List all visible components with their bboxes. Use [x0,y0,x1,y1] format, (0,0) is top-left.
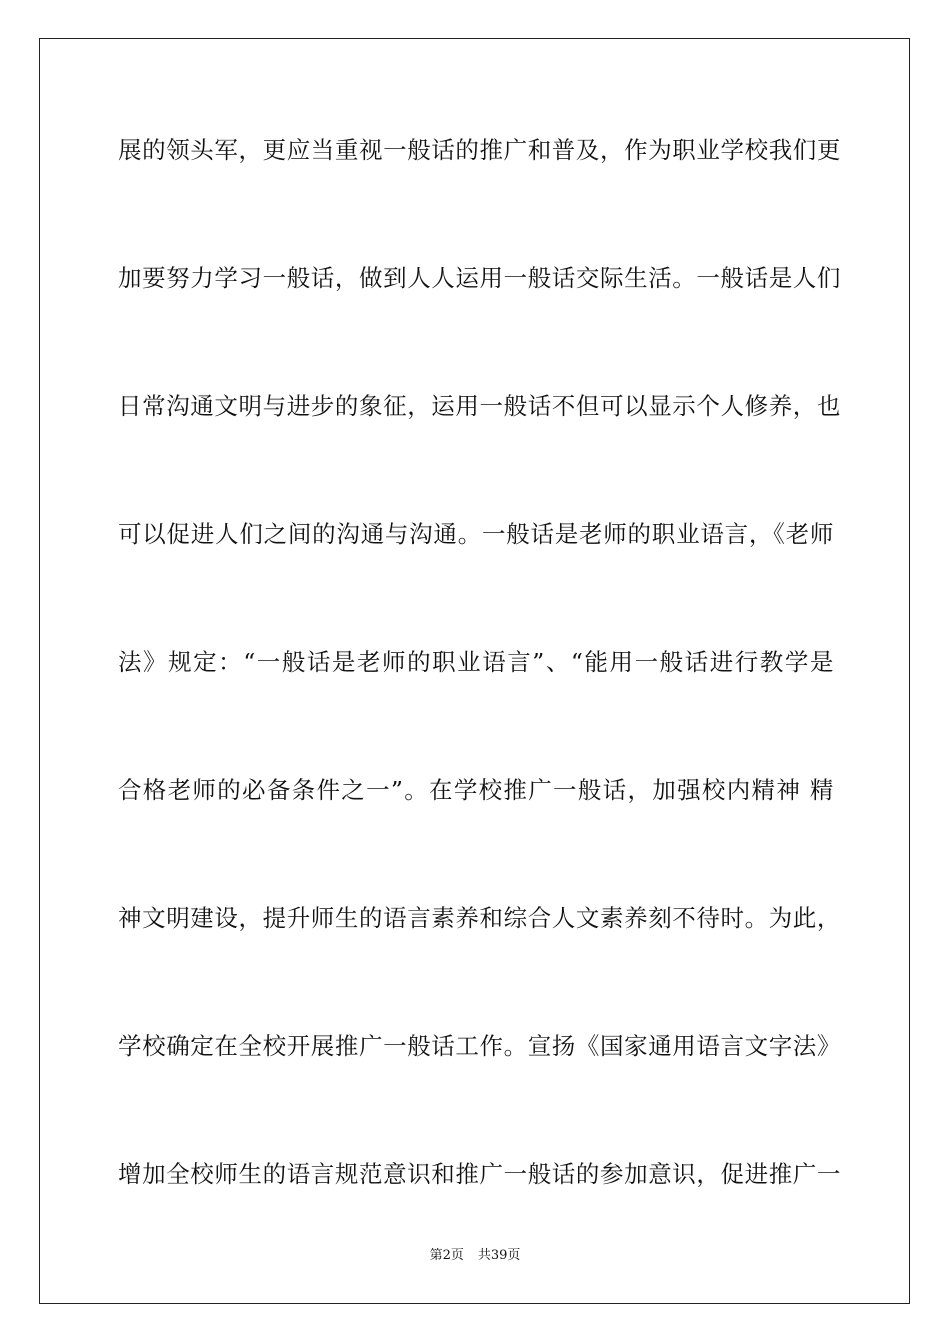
text-line: 可以促进人们之间的沟通与沟通。一般话是老师的职业语言，《老师 [118,520,834,548]
body-text [118,126,841,1278]
text-line: 法》规定：“一般话是老师的职业语言”、“能用一般话进行教学是 [118,648,834,676]
page-total: 共39页 [477,1248,521,1263]
text-line: 增加全校师生的语言规范意识和推广一般话的参加意识，促进推广一 [118,1160,841,1188]
text-line: 学校确定在全校开展推广一般话工作。宣扬《国家通用语言文字法》 [118,1032,841,1060]
text-line: 神文明建设，提升师生的语言素养和综合人文素养刻不待时。为此， [118,904,841,932]
page-number: 第2页 [429,1248,464,1263]
text-line: 展的领头军，更应当重视一般话的推广和普及，作为职业学校我们更 [118,136,841,164]
text-line: 合格老师的必备条件之一”。在学校推广一般话，加强校内精神 精 [118,776,834,804]
text-line: 加要努力学习一般话，做到人人运用一般话交际生活。一般话是人们 [118,264,841,292]
page-footer [0,1246,950,1266]
text-line: 日常沟通文明与进步的象征，运用一般话不但可以显示个人修养，也 [118,392,841,420]
